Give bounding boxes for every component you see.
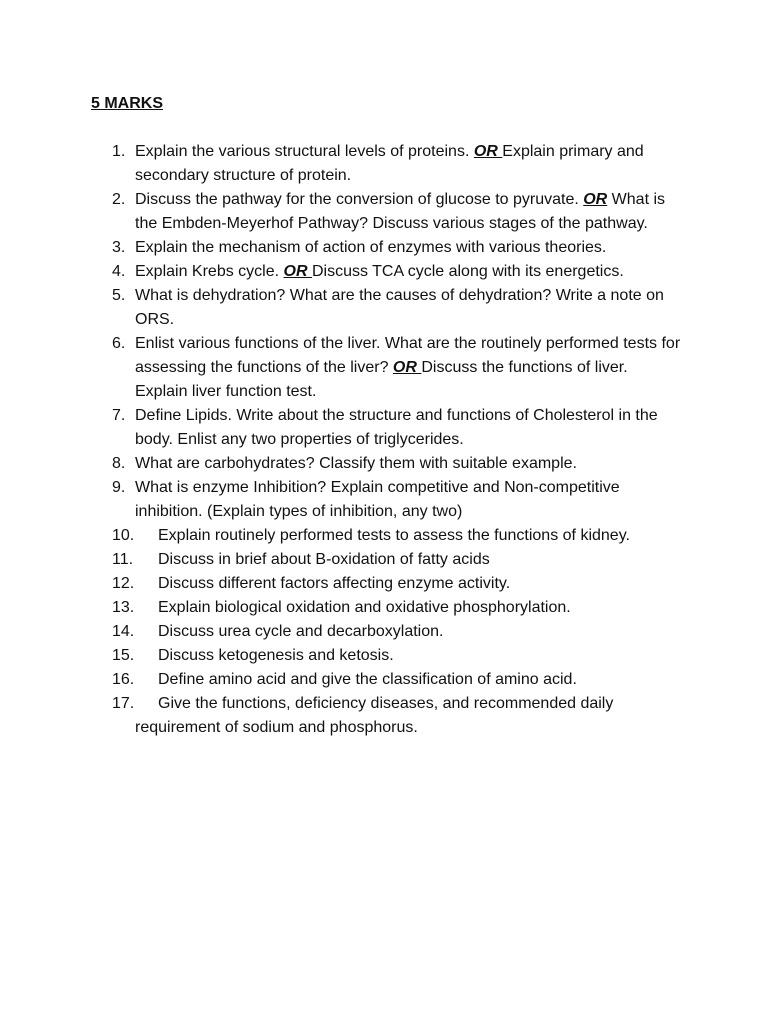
question-text: Discuss different factors affecting enzyme activity. <box>158 575 511 592</box>
question-item <box>0 596 683 620</box>
or-keyword: OR <box>283 263 312 280</box>
or-keyword: OR <box>583 191 608 208</box>
question-text <box>135 143 644 184</box>
question-item <box>0 236 683 260</box>
question-item <box>0 260 683 284</box>
question-item <box>0 692 683 740</box>
question-text: What are carbohydrates? Classify them with suitable example. <box>135 455 577 472</box>
section-heading: 5 MARKS <box>91 95 164 112</box>
question-text: Explain the mechanism of action of enzymes with various theories. <box>135 239 607 256</box>
question-text <box>135 335 680 400</box>
question-item <box>0 332 683 404</box>
question-item <box>0 284 683 332</box>
question-item <box>0 404 683 452</box>
or-keyword: OR <box>392 359 422 376</box>
question-number: 15. <box>112 647 135 664</box>
question-text-part: Discuss the functions of liver. Explain liver function test. <box>135 359 628 400</box>
question-number: 14. <box>112 623 135 640</box>
question-item <box>0 452 683 476</box>
question-number: 3. <box>112 239 126 256</box>
question-number: 11. <box>112 551 134 568</box>
question-item <box>0 140 683 188</box>
question-text-part: Discuss TCA cycle along with its energetics. <box>311 263 624 280</box>
question-text-part: Enlist various functions of the liver. What are the routinely performed tests for assessing the functions of the liver? <box>135 335 681 376</box>
question-text-part: Explain primary and secondary structure of protein. <box>135 143 644 184</box>
question-text: Discuss in brief about B-oxidation of fatty acids <box>158 551 490 568</box>
question-text: Discuss urea cycle and decarboxylation. <box>158 623 444 640</box>
question-text: Explain routinely performed tests to assess the functions of kidney. <box>158 527 630 544</box>
question-number: 8. <box>112 455 126 472</box>
question-text <box>135 263 624 280</box>
question-text-part: What is the Embden-Meyerhof Pathway? Discuss various stages of the pathway. <box>135 191 666 232</box>
or-keyword: OR <box>473 143 503 160</box>
question-text: What is dehydration? What are the causes of dehydration? Write a note on ORS. <box>135 287 664 328</box>
question-text: Explain biological oxidation and oxidative phosphorylation. <box>158 599 571 616</box>
question-number: 13. <box>112 599 135 616</box>
question-text-part: Explain Krebs cycle. <box>135 263 284 280</box>
question-text-part: Explain the various structural levels of proteins. <box>135 143 474 160</box>
question-text: Discuss ketogenesis and ketosis. <box>158 647 394 664</box>
question-text: Define amino acid and give the classification of amino acid. <box>158 671 577 688</box>
question-number: 12. <box>112 575 135 592</box>
question-text: What is enzyme Inhibition? Explain competitive and Non-competitive inhibition. (Explain types of inhibition, any two) <box>135 479 620 520</box>
question-number: 6. <box>112 335 126 352</box>
question-item <box>0 572 683 596</box>
question-text-part: Discuss the pathway for the conversion of glucose to pyruvate. <box>135 191 584 208</box>
question-number: 5. <box>112 287 126 304</box>
question-number: 2. <box>112 191 126 208</box>
question-number: 7. <box>112 407 126 424</box>
question-number: 1. <box>112 143 126 160</box>
question-item <box>0 476 683 524</box>
question-list <box>0 140 768 740</box>
question-number: 9. <box>112 479 126 496</box>
question-item <box>0 524 683 548</box>
question-text <box>135 191 665 232</box>
question-item <box>0 548 683 572</box>
question-item <box>0 620 683 644</box>
question-item <box>0 644 683 668</box>
question-number: 4. <box>112 263 126 280</box>
question-text: Give the functions, deficiency diseases, and recommended daily requirement of sodium and phosphorus. <box>135 695 614 736</box>
question-number: 10. <box>112 527 135 544</box>
question-item <box>0 668 683 692</box>
question-number: 17. <box>112 695 135 712</box>
question-item <box>0 188 683 236</box>
question-text: Define Lipids. Write about the structure and functions of Cholesterol in the body. Enlist any two properties of triglycerides. <box>135 407 658 448</box>
question-number: 16. <box>112 671 135 688</box>
